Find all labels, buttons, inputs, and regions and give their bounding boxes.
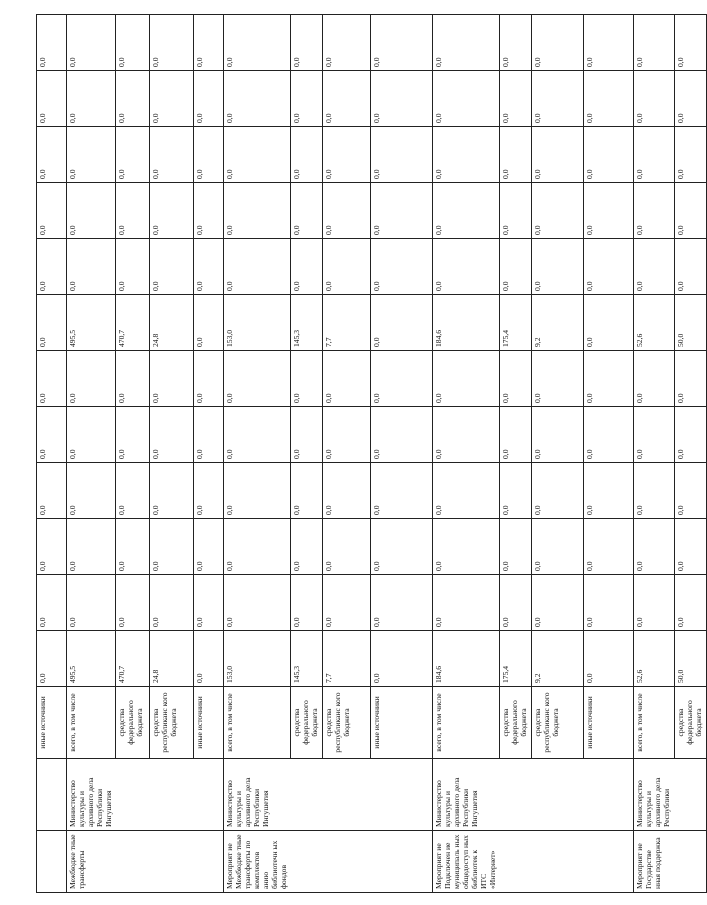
value-cell: 0,0 (323, 127, 371, 183)
value-cell: 24,8 (150, 295, 194, 351)
value-cell: 0,0 (584, 407, 634, 463)
value-cell: 0,0 (150, 463, 194, 519)
value-cell: 0,0 (37, 71, 67, 127)
value-cell: 0,0 (116, 351, 150, 407)
value-cell: 0,0 (194, 407, 224, 463)
value-cell: 0,0 (116, 15, 150, 71)
value-cell: 0,0 (584, 71, 634, 127)
value-cell: 0,0 (150, 407, 194, 463)
value-cell: 0,0 (584, 519, 634, 575)
value-cell: 0,0 (674, 519, 706, 575)
table-row (584, 15, 634, 893)
value-cell: 0,0 (433, 71, 500, 127)
measure-name-cell (37, 831, 67, 893)
measure-name-cell (323, 831, 371, 893)
value-cell: 470,7 (116, 631, 150, 687)
value-cell: 0,0 (37, 295, 67, 351)
value-cell: 0,0 (37, 15, 67, 71)
value-cell: 7,7 (323, 295, 371, 351)
measure-name-cell (500, 831, 532, 893)
value-cell: 0,0 (532, 463, 584, 519)
value-cell: 0,0 (433, 463, 500, 519)
measure-name-cell (584, 831, 634, 893)
value-cell: 0,0 (532, 351, 584, 407)
value-cell: 175,4 (500, 631, 532, 687)
value-cell: 0,0 (323, 519, 371, 575)
table-row (67, 15, 116, 893)
value-cell: 9,2 (532, 631, 584, 687)
value-cell: 0,0 (194, 463, 224, 519)
value-cell: 0,0 (150, 351, 194, 407)
value-cell: 0,0 (371, 575, 433, 631)
measure-name-cell: Мероприят ие Государстве нная поддержка (634, 831, 674, 893)
value-cell: 0,0 (371, 463, 433, 519)
value-cell: 0,0 (37, 463, 67, 519)
value-cell: 0,0 (291, 71, 323, 127)
funding-source-cell: всего, в том числе (224, 687, 291, 759)
value-cell: 0,0 (150, 519, 194, 575)
value-cell: 0,0 (634, 127, 674, 183)
responsible-cell (674, 759, 706, 831)
value-cell: 175,4 (500, 295, 532, 351)
responsible-cell (150, 759, 194, 831)
funding-source-cell: иные источники (371, 687, 433, 759)
value-cell: 0,0 (323, 463, 371, 519)
funding-source-cell: средства федерального бюджета (500, 687, 532, 759)
value-cell: 0,0 (194, 127, 224, 183)
responsible-cell: Министерство культуры и архивного дела Республики Ингушетия (433, 759, 500, 831)
value-cell: 0,0 (500, 183, 532, 239)
value-cell: 0,0 (150, 575, 194, 631)
value-cell: 0,0 (194, 239, 224, 295)
funding-source-cell: иные источники (37, 687, 67, 759)
value-cell: 0,0 (150, 183, 194, 239)
value-cell: 0,0 (433, 519, 500, 575)
value-cell: 0,0 (224, 575, 291, 631)
value-cell: 0,0 (116, 127, 150, 183)
value-cell: 0,0 (116, 407, 150, 463)
funding-source-cell: средства федерального бюджета (116, 687, 150, 759)
funding-source-cell: всего, в том числе (634, 687, 674, 759)
value-cell: 0,0 (634, 407, 674, 463)
value-cell: 0,0 (291, 15, 323, 71)
measure-name-cell (291, 831, 323, 893)
value-cell: 0,0 (500, 127, 532, 183)
value-cell: 0,0 (371, 239, 433, 295)
value-cell: 0,0 (224, 239, 291, 295)
responsible-cell (194, 759, 224, 831)
value-cell: 0,0 (116, 519, 150, 575)
value-cell: 145,3 (291, 295, 323, 351)
value-cell: 0,0 (194, 295, 224, 351)
value-cell: 0,0 (532, 239, 584, 295)
measure-name-cell (371, 831, 433, 893)
value-cell: 0,0 (150, 127, 194, 183)
value-cell: 0,0 (37, 127, 67, 183)
funding-source-cell: средства федерального бюджета (674, 687, 706, 759)
value-cell: 145,3 (291, 631, 323, 687)
value-cell: 184,6 (433, 295, 500, 351)
value-cell: 0,0 (371, 407, 433, 463)
value-cell: 0,0 (500, 351, 532, 407)
value-cell: 0,0 (67, 575, 116, 631)
value-cell: 0,0 (532, 71, 584, 127)
value-cell: 0,0 (634, 575, 674, 631)
value-cell: 52,6 (634, 295, 674, 351)
value-cell: 0,0 (433, 15, 500, 71)
value-cell: 0,0 (371, 127, 433, 183)
value-cell: 0,0 (37, 575, 67, 631)
value-cell: 0,0 (532, 407, 584, 463)
value-cell: 0,0 (371, 631, 433, 687)
value-cell: 0,0 (674, 15, 706, 71)
value-cell: 0,0 (500, 239, 532, 295)
responsible-cell (532, 759, 584, 831)
value-cell: 0,0 (291, 575, 323, 631)
value-cell: 0,0 (532, 519, 584, 575)
value-cell: 0,0 (291, 183, 323, 239)
value-cell: 0,0 (323, 183, 371, 239)
value-cell: 470,7 (116, 295, 150, 351)
measure-name-cell (194, 831, 224, 893)
value-cell: 0,0 (224, 15, 291, 71)
measure-name-cell (532, 831, 584, 893)
value-cell: 0,0 (37, 183, 67, 239)
value-cell: 0,0 (67, 407, 116, 463)
measure-name-cell: Мероприят ие Межбюдже тные трансферты по комплектов анию библиотечн ых фондов (224, 831, 291, 893)
funding-source-cell: средства республиканс кого бюджета (532, 687, 584, 759)
value-cell: 0,0 (371, 351, 433, 407)
table-row (116, 15, 150, 893)
value-cell: 0,0 (323, 71, 371, 127)
value-cell: 0,0 (532, 575, 584, 631)
value-cell: 0,0 (67, 519, 116, 575)
value-cell: 0,0 (67, 183, 116, 239)
value-cell: 0,0 (116, 239, 150, 295)
value-cell: 0,0 (674, 127, 706, 183)
value-cell: 50,0 (674, 295, 706, 351)
value-cell: 0,0 (291, 407, 323, 463)
value-cell: 0,0 (67, 463, 116, 519)
measure-name-cell: Мероприят ие Подключен ие муниципаль ных общедоступ ных библиотек к ИТС «Интернет» (433, 831, 500, 893)
funding-source-cell: всего, в том числе (67, 687, 116, 759)
value-cell: 0,0 (194, 351, 224, 407)
value-cell: 0,0 (291, 239, 323, 295)
value-cell: 0,0 (532, 127, 584, 183)
value-cell: 0,0 (67, 351, 116, 407)
value-cell: 0,0 (584, 239, 634, 295)
value-cell: 0,0 (224, 463, 291, 519)
responsible-cell (584, 759, 634, 831)
value-cell: 0,0 (371, 71, 433, 127)
value-cell: 0,0 (116, 183, 150, 239)
value-cell: 0,0 (634, 15, 674, 71)
value-cell: 0,0 (634, 183, 674, 239)
value-cell: 0,0 (37, 407, 67, 463)
value-cell: 0,0 (584, 127, 634, 183)
value-cell: 0,0 (194, 15, 224, 71)
value-cell: 50,0 (674, 631, 706, 687)
value-cell: 0,0 (291, 463, 323, 519)
value-cell: 0,0 (584, 15, 634, 71)
value-cell: 0,0 (323, 239, 371, 295)
value-cell: 0,0 (67, 71, 116, 127)
funding-source-cell: средства республиканс кого бюджета (323, 687, 371, 759)
value-cell: 9,2 (532, 295, 584, 351)
value-cell: 0,0 (500, 15, 532, 71)
funding-source-cell: всего, в том числе (433, 687, 500, 759)
table-row (371, 15, 433, 893)
responsible-cell (37, 759, 67, 831)
funding-source-cell: иные источники (194, 687, 224, 759)
value-cell: 0,0 (584, 295, 634, 351)
value-cell: 0,0 (291, 351, 323, 407)
measure-name-cell: Межбюдже тные трансферты (67, 831, 116, 893)
value-cell: 0,0 (433, 575, 500, 631)
value-cell: 495,5 (67, 631, 116, 687)
value-cell: 0,0 (674, 463, 706, 519)
table-row (291, 15, 323, 893)
value-cell: 0,0 (194, 71, 224, 127)
value-cell: 0,0 (584, 183, 634, 239)
value-cell: 0,0 (116, 463, 150, 519)
value-cell: 0,0 (224, 71, 291, 127)
value-cell: 0,0 (150, 15, 194, 71)
value-cell: 0,0 (433, 183, 500, 239)
value-cell: 153,0 (224, 631, 291, 687)
funding-source-cell: средства федерального бюджета (291, 687, 323, 759)
responsible-cell (371, 759, 433, 831)
value-cell: 0,0 (224, 519, 291, 575)
value-cell: 24,8 (150, 631, 194, 687)
value-cell: 0,0 (500, 407, 532, 463)
value-cell: 0,0 (67, 15, 116, 71)
value-cell: 184,6 (433, 631, 500, 687)
value-cell: 0,0 (371, 15, 433, 71)
value-cell: 0,0 (584, 351, 634, 407)
value-cell: 0,0 (291, 127, 323, 183)
value-cell: 0,0 (224, 407, 291, 463)
value-cell: 0,0 (674, 71, 706, 127)
value-cell: 0,0 (37, 351, 67, 407)
value-cell: 0,0 (584, 631, 634, 687)
value-cell: 0,0 (150, 239, 194, 295)
value-cell: 0,0 (291, 519, 323, 575)
value-cell: 0,0 (433, 351, 500, 407)
value-cell: 0,0 (674, 575, 706, 631)
value-cell: 0,0 (634, 71, 674, 127)
value-cell: 0,0 (224, 351, 291, 407)
value-cell: 0,0 (634, 463, 674, 519)
value-cell: 0,0 (67, 127, 116, 183)
value-cell: 0,0 (634, 519, 674, 575)
budget-table (36, 14, 707, 893)
funding-source-cell: средства республиканс кого бюджета (150, 687, 194, 759)
value-cell: 0,0 (37, 631, 67, 687)
table-body (37, 15, 707, 893)
measure-name-cell (150, 831, 194, 893)
responsible-cell: Министерство культуры и архивного дела Республики (634, 759, 674, 831)
value-cell: 0,0 (433, 407, 500, 463)
value-cell: 0,0 (500, 71, 532, 127)
value-cell: 0,0 (433, 239, 500, 295)
value-cell: 0,0 (116, 71, 150, 127)
value-cell: 0,0 (224, 127, 291, 183)
value-cell: 0,0 (37, 519, 67, 575)
value-cell: 153,0 (224, 295, 291, 351)
table-row (500, 15, 532, 893)
table-row (634, 15, 674, 893)
responsible-cell (500, 759, 532, 831)
value-cell: 495,5 (67, 295, 116, 351)
value-cell: 0,0 (67, 239, 116, 295)
value-cell: 0,0 (674, 351, 706, 407)
value-cell: 0,0 (371, 295, 433, 351)
table-row (323, 15, 371, 893)
value-cell: 0,0 (323, 15, 371, 71)
measure-name-cell (116, 831, 150, 893)
value-cell: 0,0 (584, 463, 634, 519)
responsible-cell (116, 759, 150, 831)
value-cell: 0,0 (323, 351, 371, 407)
value-cell: 0,0 (584, 575, 634, 631)
value-cell: 0,0 (323, 575, 371, 631)
table-row (674, 15, 706, 893)
table-row (532, 15, 584, 893)
responsible-cell (323, 759, 371, 831)
value-cell: 0,0 (634, 239, 674, 295)
value-cell: 0,0 (194, 519, 224, 575)
measure-name-cell (674, 831, 706, 893)
table-row (433, 15, 500, 893)
value-cell: 0,0 (532, 15, 584, 71)
table-row (150, 15, 194, 893)
value-cell: 0,0 (674, 183, 706, 239)
value-cell: 0,0 (194, 575, 224, 631)
table-row (224, 15, 291, 893)
value-cell: 0,0 (37, 239, 67, 295)
value-cell: 0,0 (194, 183, 224, 239)
value-cell: 0,0 (371, 183, 433, 239)
value-cell: 0,0 (500, 463, 532, 519)
value-cell: 0,0 (500, 575, 532, 631)
responsible-cell: Министерство культуры и архивного дела Республики Ингушетия (224, 759, 291, 831)
funding-source-cell: иные источники (584, 687, 634, 759)
value-cell: 0,0 (532, 183, 584, 239)
value-cell: 0,0 (674, 239, 706, 295)
value-cell: 0,0 (674, 407, 706, 463)
value-cell: 52,6 (634, 631, 674, 687)
value-cell: 0,0 (323, 407, 371, 463)
value-cell: 0,0 (500, 519, 532, 575)
responsible-cell (291, 759, 323, 831)
value-cell: 7,7 (323, 631, 371, 687)
value-cell: 0,0 (371, 519, 433, 575)
responsible-cell: Министерство культуры и архивного дела Республики Ингушетия (67, 759, 116, 831)
table-row (194, 15, 224, 893)
value-cell: 0,0 (116, 575, 150, 631)
value-cell: 0,0 (634, 351, 674, 407)
value-cell: 0,0 (433, 127, 500, 183)
value-cell: 0,0 (150, 71, 194, 127)
table-row (37, 15, 67, 893)
value-cell: 0,0 (194, 631, 224, 687)
value-cell: 0,0 (224, 183, 291, 239)
